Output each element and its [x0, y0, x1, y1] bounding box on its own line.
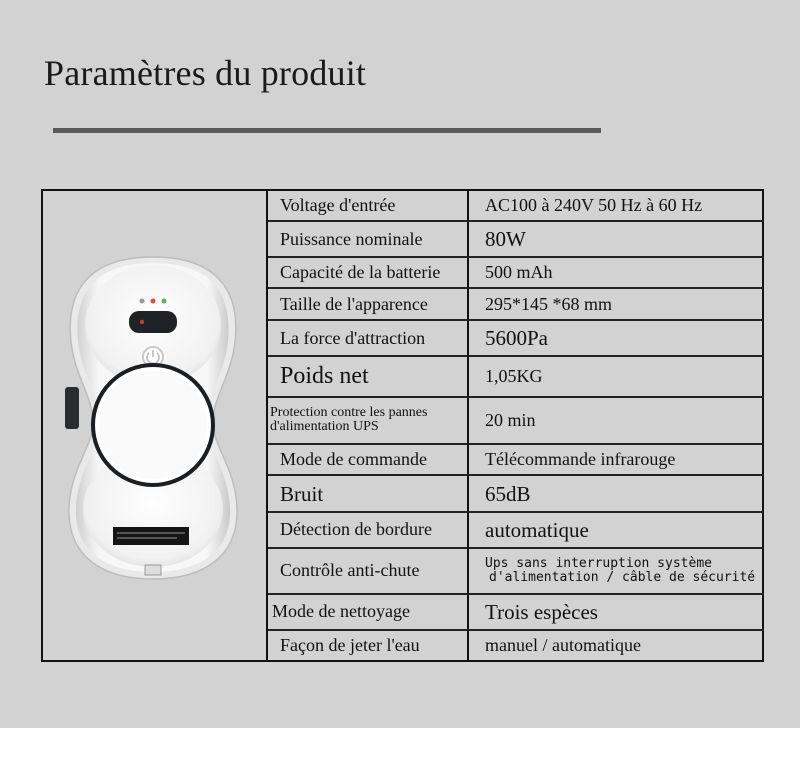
spec-value: 500 mAh	[468, 257, 764, 288]
table-row	[268, 191, 764, 221]
table-row	[268, 475, 764, 511]
table-row	[268, 221, 764, 257]
spec-value: Trois espèces	[468, 594, 764, 630]
spec-label: Voltage d'entrée	[268, 191, 468, 221]
spec-label: Mode de commande	[268, 444, 468, 475]
table-row	[268, 257, 764, 288]
table-row	[268, 397, 764, 444]
page-title: Paramètres du produit	[44, 53, 367, 93]
spec-value: manuel / automatique	[485, 635, 641, 656]
page-bottom-margin	[0, 728, 800, 770]
spec-value-line: d'alimentation / câble de sécurité	[489, 569, 756, 585]
spec-label-line: Protection contre les pannes	[270, 404, 428, 420]
spec-label: Contrôle anti-chute	[268, 548, 468, 594]
table-row	[268, 320, 764, 356]
spec-label-line: d'alimentation UPS	[270, 419, 379, 435]
spec-value: 295*145 *68 mm	[468, 288, 764, 319]
table-row	[268, 444, 764, 475]
table-row	[268, 630, 764, 660]
spec-value	[468, 548, 764, 594]
spec-table	[268, 191, 764, 660]
table-row	[268, 356, 764, 397]
spec-value: AC100 à 240V 50 Hz à 60 Hz	[468, 191, 764, 221]
spec-value-line: Ups sans interruption système	[485, 555, 712, 571]
spec-value: automatique	[468, 512, 764, 548]
spec-label: Façon de jeter l'eau	[268, 630, 468, 660]
window-cleaning-robot-image	[63, 247, 243, 587]
spec-value: 80W	[468, 221, 764, 257]
title-underline	[53, 128, 601, 133]
product-image-cell	[43, 191, 268, 660]
spec-label: Capacité de la batterie	[268, 257, 468, 288]
table-row	[268, 512, 764, 548]
spec-label: La force d'attraction	[268, 320, 468, 356]
spec-label: Poids net	[268, 356, 468, 397]
spec-value: 1,05KG	[468, 356, 764, 397]
table-row	[268, 594, 764, 630]
spec-table-box	[41, 189, 764, 662]
spec-label: Taille de l'apparence	[268, 288, 468, 319]
spec-value: 5600Pa	[468, 320, 764, 356]
spec-value: Télécommande infrarouge	[468, 444, 764, 475]
spec-label	[268, 397, 468, 444]
spec-value: 65dB	[468, 475, 764, 511]
table-row	[268, 288, 764, 319]
table-row	[268, 548, 764, 594]
spec-label: Bruit	[268, 475, 468, 511]
spec-value: 20 min	[468, 397, 764, 444]
spec-label: Puissance nominale	[268, 221, 468, 257]
spec-label: Mode de nettoyage	[268, 594, 468, 630]
spec-label: Détection de bordure	[268, 512, 468, 548]
